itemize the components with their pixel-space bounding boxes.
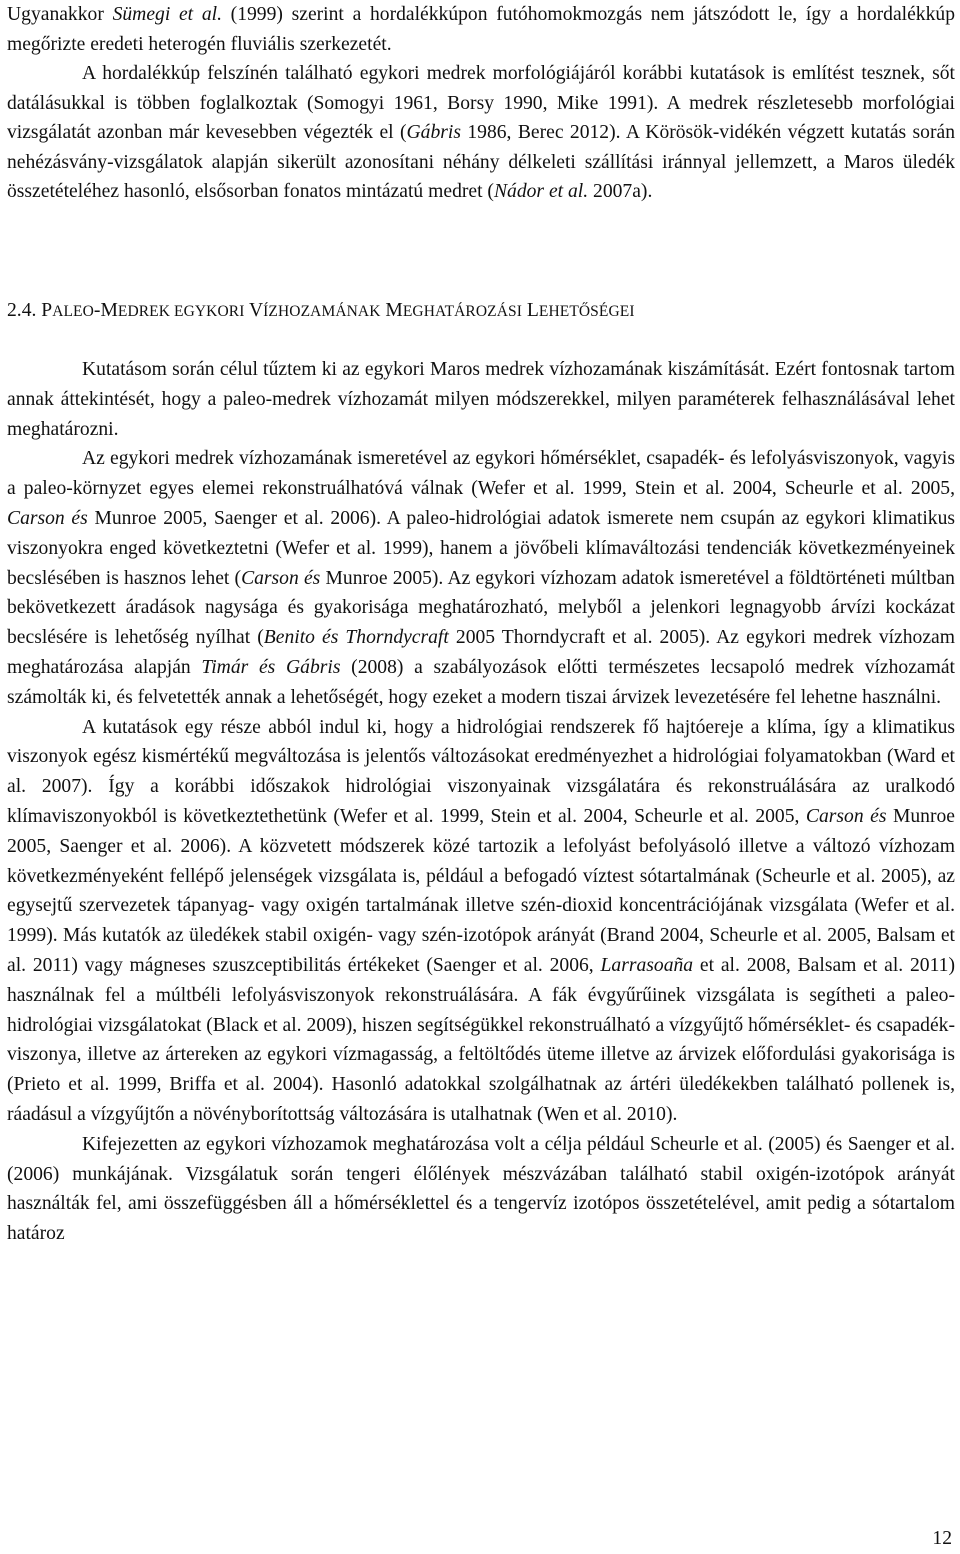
italic-text-run: Sümegi et al.	[112, 4, 222, 25]
text-run: (2008) a szabályozások előtti természetes lecsapoló medrek vízhozamát számolták ki, és felvetették annak a lehetőségét, hogy ezeket a modern tiszai árvizek levezetésére fel lehetne használni.	[7, 656, 955, 708]
text-run: L	[522, 300, 539, 321]
section-title	[36, 300, 634, 321]
text-run: 2007a).	[588, 181, 653, 202]
text-run: 1986, Berec 2012). A Körösök-vidékén végzett kutatás során nehézásvány-vizsgálatok alapján sikerült azonosítani néhány délkeleti szállítási iránnyal jellemzett, a Maros üledék összetételéhez hasonló, elsősorban fonatos mintázatú medret (	[7, 122, 955, 202]
text-run: V	[244, 300, 264, 321]
italic-text-run: Gábris	[406, 122, 461, 143]
text-run: Kifejezetten az egykori vízhozamok meghatározása volt a célja például Scheurle et al. (2005) és Saenger et al. (2006) munkájának. Vizsgálatuk során tengeri élőlények mészvázában található stabil oxigén-izotópok arányát használták fel, ami összefüggésben áll a hőmérséklettel és a tengervíz izotópos összetételével, amit pedig a sótartalom határoz	[7, 1133, 955, 1245]
text-run: M	[380, 300, 403, 321]
text-run: Munroe 2005, Saenger et al. 2006). A közvetett módszerek közé tartozik a lefolyást befolyásoló illetve a változó vízhozam következményeként fellépő jelenségek vizsgálata is, például a befogadó víztest sótartalmának (Scheurle et al. 2005), az egysejtű szervezetek tápanyag- vagy oxigén tartalmának illetve szén-dioxid koncentrációjának vizsgálata (Wefer et al. 1999). Más kutatók az üledékek stabil oxigén- vagy szén-izotópok arányát (Brand 2004, Scheurle et al. 2005, Balsam et al. 2011) vagy mágneses szuszceptibilitás értékeket (Saenger et al. 2006,	[7, 805, 955, 976]
paragraph	[7, 355, 955, 444]
italic-text-run: Carson és	[7, 507, 88, 529]
body-section	[7, 355, 955, 1249]
paragraph	[7, 444, 955, 712]
text-run: Munroe 2005, Saenger et al. 2006). A paleo-hidrológiai adatok ismerete nem csupán az egykori klimatikus viszonyokra enged következtetni (Wefer et al. 1999), hanem a jövőbeli klímaváltozási tendenciák következményeinek becslésében is hasznos lehet (	[7, 507, 955, 589]
italic-text-run: Carson és	[241, 567, 321, 589]
text-run: (1999) szerint a hordalékkúpon futóhomokmozgás nem játszódott le, így a hordalékkúp megőrizte eredeti heterogén fluviális szerkezetét.	[7, 4, 955, 55]
text-run: et al. 2008, Balsam et al. 2011) használnak fel a múltbéli lefolyásviszonyok rekonstruálására. A fák évgyűrűinek vizsgálata is segítheti a paleo-hidrológiai vizsgálatokat (Black et al. 2009), hiszen segítségükkel rekonstruálható a vízgyűjtő hőmérséklet- és csapadék-viszonya, illetve az ártereken az egykori vízmagasság, a feltöltődés üteme illetve az árvizek előfordulási gyakorisága is (Prieto et al. 1999, Briffa et al. 2004). Hasonló adatokkal szolgálhatnak az ártéri üledékekben található pollenek is, ráadásul a vízgyűjtőn a növényborítottság változására is utalhatnak (Wen et al. 2010).	[7, 954, 955, 1125]
italic-text-run: Carson és	[805, 805, 887, 827]
paragraph	[7, 59, 955, 207]
small-caps-run: EGHATÁROZÁSI	[402, 303, 523, 320]
small-caps-run: EDREK EGYKORI	[117, 303, 245, 320]
small-caps-run: ALEO	[52, 303, 94, 320]
italic-text-run: Benito és Thorndycraft	[263, 627, 449, 649]
text-run: Kutatásom során célul tűztem ki az egykori Maros medrek vízhozamának kiszámítását. Ezért fontosnak tartom annak áttekintését, hogy a paleo-medrek vízhozamát milyen módszerekkel, milyen paraméterek felhasználásával lehet meghatározni.	[7, 359, 955, 440]
text-run: A hordalékkúp felszínén található egykori medrek morfológiájáról korábbi kutatások is említést tesznek, sőt datálásukkal is többen foglalkoztak (Somogyi 1961, Borsy 1990, Mike 1991). A medrek részletesebb morfológiai vizsgálatát azonban már kevesebben végezték el (	[7, 63, 955, 143]
text-run: A kutatások egy része abból indul ki, hogy a hidrológiai rendszerek fő hajtóereje a klíma, így a klimatikus viszonyok egész kismértékű megváltozása is jelentős változásokat eredményezhet a hidrológiai folyamatokban (Ward et al. 2007). Így a korábbi időszakok hidrológiai viszonyainak vizsgálatára és rekonstruálására az uralkodó klímaviszonyokból is következtethetünk (Wefer et al. 1999, Stein et al. 2004, Scheurle et al. 2005,	[7, 716, 955, 827]
paragraph	[7, 713, 955, 1130]
page-number: 12	[932, 1528, 952, 1549]
text-run: Az egykori medrek vízhozamának ismeretével az egykori hőmérséklet, csapadék- és lefolyásviszonyok, vagyis a paleo-környzet egyes elemei rekonstruálhatóvá válnak (Wefer et al. 1999, Stein et al. 2004, Scheurle et al. 2005,	[7, 448, 955, 500]
section-heading	[7, 297, 955, 326]
italic-text-run: Timár és Gábris	[201, 656, 341, 678]
paragraph	[7, 0, 955, 59]
text-run: 2005 Thorndycraft et al. 2005). Az egykori medrek vízhozam meghatározása alapján	[7, 627, 955, 678]
text-run: -M	[93, 300, 118, 321]
text-run: P	[36, 300, 53, 321]
text-run: Ugyanakkor	[7, 4, 113, 25]
text-run: Munroe 2005). Az egykori vízhozam adatok ismeretével a földtörténeti múltban bekövetkezett áradások nagysága és gyakorisága meghatározható, melyből a jelenkori legnagyobb árvízi kockázat becslésére is lehetőség nyílhat (	[7, 567, 955, 649]
small-caps-run: ÍZHOZAMÁNAK	[263, 303, 381, 320]
intro-section	[7, 0, 955, 207]
paragraph	[7, 1130, 955, 1249]
italic-text-run: Nádor et al.	[493, 181, 589, 202]
small-caps-run: EHETŐSÉGEI	[538, 303, 635, 320]
italic-text-run: Larrasoaña	[600, 954, 694, 976]
section-number: 2.4.	[7, 300, 37, 321]
